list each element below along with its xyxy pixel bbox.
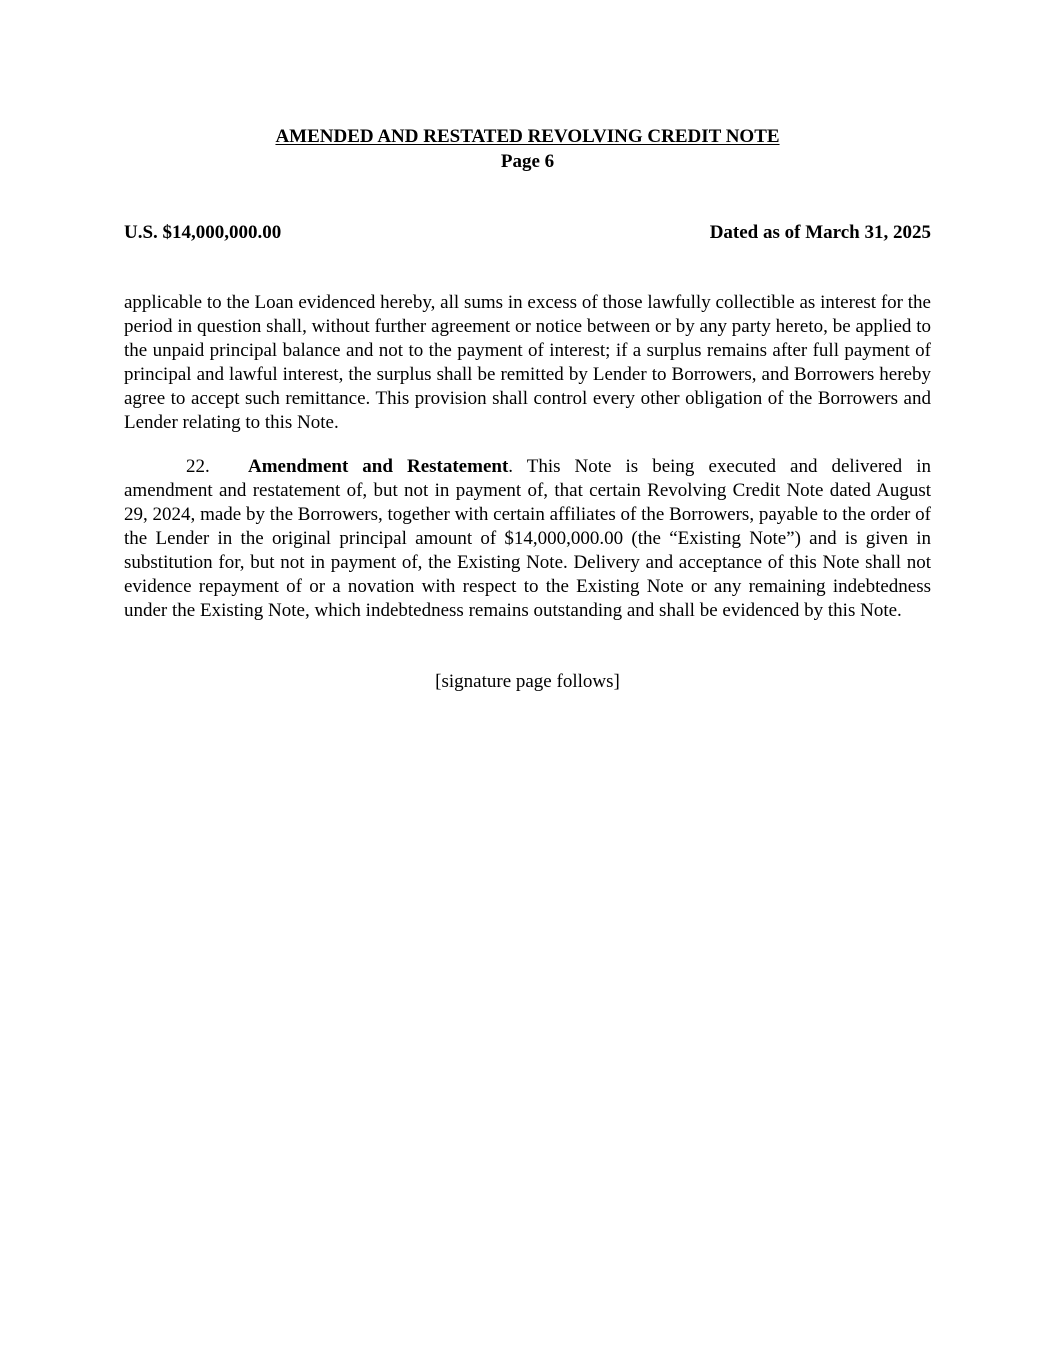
document-header bbox=[0, 124, 1055, 174]
section-22-body bbox=[124, 455, 931, 623]
section-22-paragraph bbox=[124, 455, 931, 623]
section-number: 22. bbox=[186, 456, 210, 477]
signature-page-note: [signature page follows] bbox=[435, 671, 620, 692]
principal-amount: U.S. $14,000,000.00 bbox=[124, 222, 282, 243]
page-number: Page 6 bbox=[500, 151, 555, 172]
dated-as-of: Dated as of March 31, 2025 bbox=[709, 222, 931, 243]
section-text: This Note is being executed and delivered in amendment and restatement of, but not in payment of, that certain Revolving Credit Note dated August 29, 2024, made by the Borrowers, together with certain affiliates of the Borrowers, payable to the order of the Lender in the original principal amount of $14,000,000.00 (the “Existing Note”) and is given in substitution for, but not in payment of, the Existing Note. Delivery and acceptance of this Note shall not evidence repayment of or a novation with respect to the Existing Note or any remaining indebtedness under the Existing Note, which indebtedness remains outstanding and shall be evidenced by this Note. bbox=[124, 456, 931, 621]
document-title: AMENDED AND RESTATED REVOLVING CREDIT NOTE bbox=[275, 126, 780, 147]
note-meta-row bbox=[124, 220, 931, 245]
continuation-paragraph: applicable to the Loan evidenced hereby, all sums in excess of those lawfully collectible as interest for the period in question shall, without further agreement or notice between or by any party hereto, be applied to the unpaid principal balance and not to the payment of interest; if a surplus remains after full payment of principal and lawful interest, the surplus shall be remitted by Lender to Borrowers, and Borrowers hereby agree to accept such remittance. This provision shall control every other obligation of the Borrowers and Lender relating to this Note. bbox=[124, 292, 931, 433]
section-heading-punct: . bbox=[508, 456, 514, 477]
section-heading: Amendment and Restatement bbox=[248, 456, 509, 477]
